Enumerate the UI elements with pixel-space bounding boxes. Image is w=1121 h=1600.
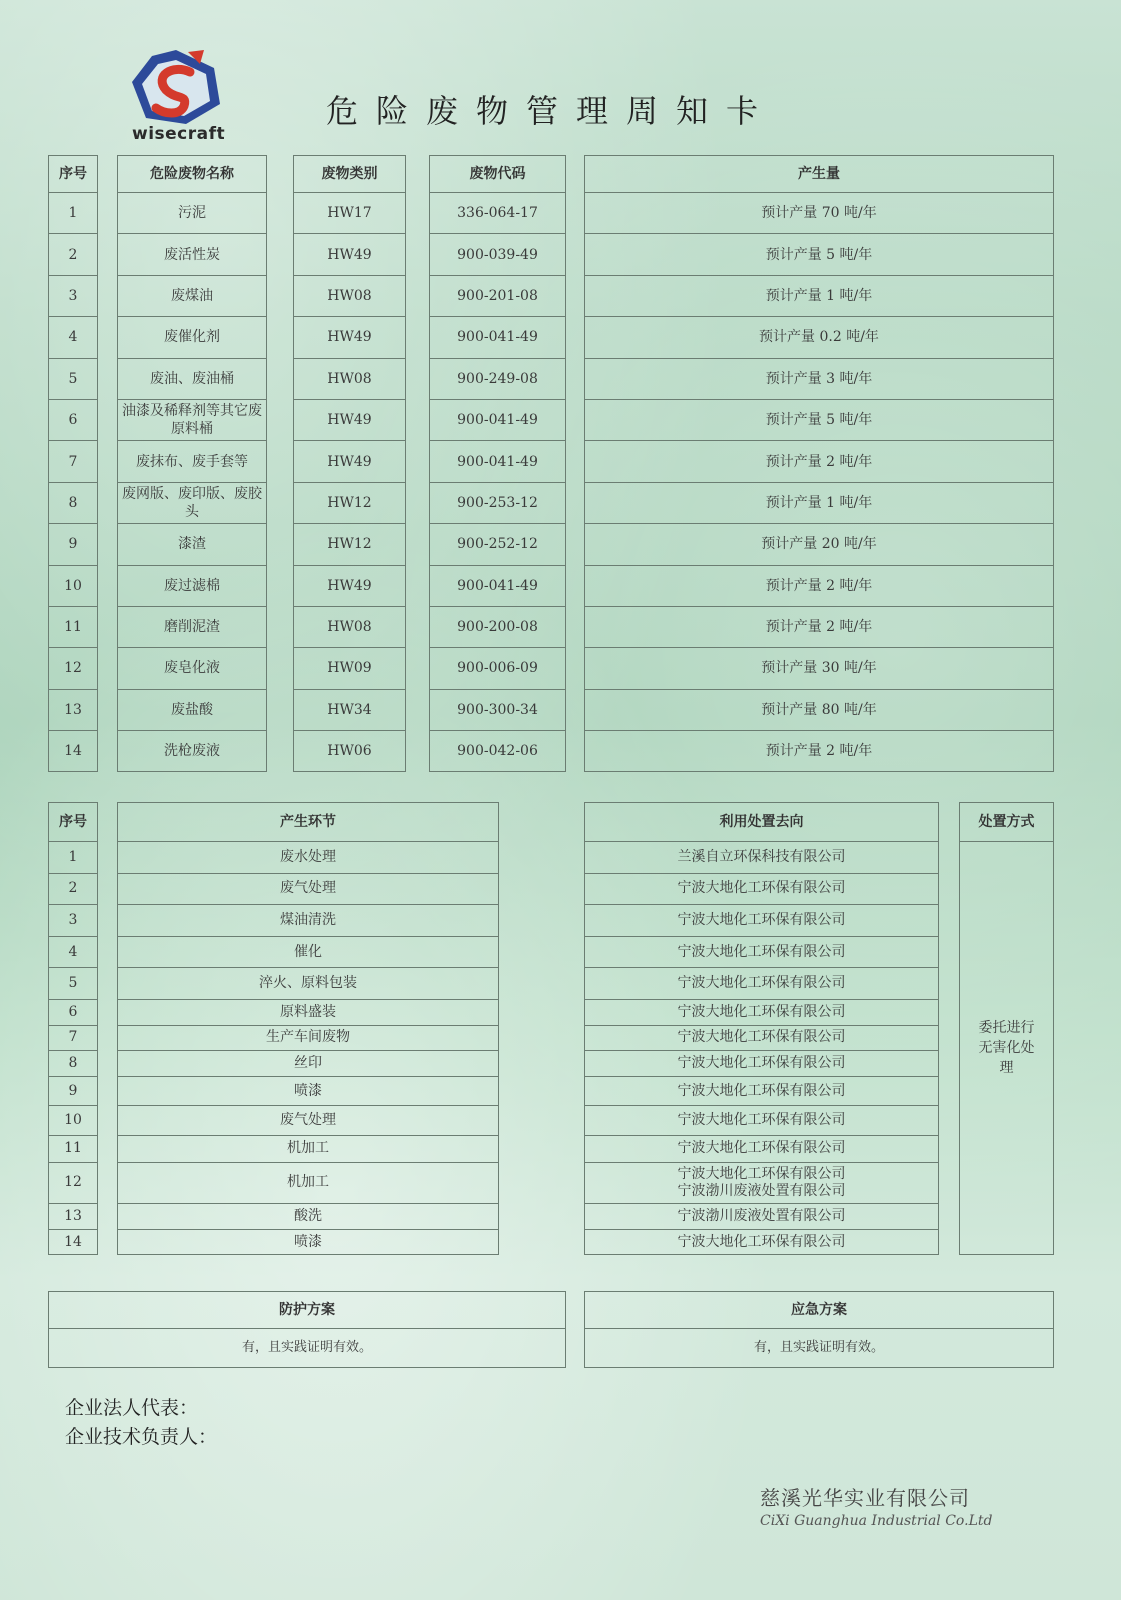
table-cell-name: 废活性炭 <box>117 234 267 275</box>
table-cell-name: 废油、废油桶 <box>117 359 267 400</box>
table2-cell-no: 3 <box>48 905 98 937</box>
table-cell-no: 5 <box>48 359 98 400</box>
table2-cell-stage: 废水处理 <box>117 842 499 874</box>
table-cell-amount: 预计产量 70 吨/年 <box>584 193 1054 234</box>
table-header-category: 废物类别 <box>293 155 406 193</box>
table-header-no: 序号 <box>48 155 98 193</box>
table-cell-code: 900-200-08 <box>429 607 566 648</box>
table-cell-code: 900-041-49 <box>429 566 566 607</box>
table-cell-code: 900-249-08 <box>429 359 566 400</box>
table-cell-code: 900-201-08 <box>429 276 566 317</box>
table2-cell-stage: 原料盛装 <box>117 1000 499 1026</box>
table-cell-amount: 预计产量 80 吨/年 <box>584 690 1054 731</box>
table2-cell-destination: 宁波大地化工环保有限公司 <box>584 968 939 1000</box>
table2-cell-destination: 宁波大地化工环保有限公司 <box>584 1106 939 1136</box>
table-cell-no: 3 <box>48 276 98 317</box>
col2-stage <box>117 802 499 1255</box>
table-cell-amount: 预计产量 30 吨/年 <box>584 648 1054 689</box>
col2-no <box>48 802 98 1255</box>
table-cell-category: HW49 <box>293 566 406 607</box>
table2-cell-destination: 宁波大地化工环保有限公司 <box>584 905 939 937</box>
table-cell-no: 11 <box>48 607 98 648</box>
table2-cell-no: 13 <box>48 1204 98 1230</box>
table-cell-code: 900-042-06 <box>429 731 566 772</box>
protection-plan-value: 有，且实践证明有效。 <box>48 1329 566 1368</box>
table2-cell-destination: 兰溪自立环保科技有限公司 <box>584 842 939 874</box>
table2-cell-destination: 宁波大地化工环保有限公司 <box>584 874 939 906</box>
table-cell-no: 4 <box>48 317 98 358</box>
table2-cell-stage: 淬火、原料包装 <box>117 968 499 1000</box>
table-cell-name: 废催化剂 <box>117 317 267 358</box>
logo-brand-text: wisecraft <box>132 124 226 144</box>
table-cell-code: 900-006-09 <box>429 648 566 689</box>
logo-mark-icon <box>126 46 226 126</box>
table2-cell-stage: 机加工 <box>117 1136 499 1163</box>
table2-cell-destination: 宁波大地化工环保有限公司 <box>584 1136 939 1163</box>
table2-cell-no: 4 <box>48 937 98 969</box>
table-cell-no: 6 <box>48 400 98 441</box>
table-cell-name: 废抹布、废手套等 <box>117 441 267 482</box>
table-cell-code: 900-041-49 <box>429 441 566 482</box>
table-cell-category: HW49 <box>293 317 406 358</box>
table-cell-code: 900-039-49 <box>429 234 566 275</box>
table-cell-name: 废盐酸 <box>117 690 267 731</box>
table2-cell-no: 6 <box>48 1000 98 1026</box>
col-no <box>48 155 98 772</box>
table2-cell-stage: 酸洗 <box>117 1204 499 1230</box>
table2-cell-no: 2 <box>48 874 98 906</box>
company-name-cn: 慈溪光华实业有限公司 <box>760 1486 970 1510</box>
table-cell-amount: 预计产量 3 吨/年 <box>584 359 1054 400</box>
table-header-code: 废物代码 <box>429 155 566 193</box>
table-cell-name: 洗枪废液 <box>117 731 267 772</box>
table2-cell-stage: 废气处理 <box>117 1106 499 1136</box>
emergency-plan-header: 应急方案 <box>584 1291 1054 1329</box>
protection-plan-header: 防护方案 <box>48 1291 566 1329</box>
page <box>8 8 1112 1592</box>
table-cell-no: 12 <box>48 648 98 689</box>
table-cell-category: HW12 <box>293 524 406 565</box>
table-cell-code: 900-253-12 <box>429 483 566 524</box>
col-waste-name <box>117 155 267 772</box>
table-cell-name: 废过滤棉 <box>117 566 267 607</box>
table-cell-category: HW12 <box>293 483 406 524</box>
table-cell-code: 900-300-34 <box>429 690 566 731</box>
company-name-en: CiXi Guanghua Industrial Co.Ltd <box>760 1513 993 1529</box>
table-cell-name: 废煤油 <box>117 276 267 317</box>
table2-cell-stage: 喷漆 <box>117 1077 499 1107</box>
table2-cell-stage: 煤油清洗 <box>117 905 499 937</box>
table-cell-no: 14 <box>48 731 98 772</box>
table2-cell-destination: 宁波大地化工环保有限公司 <box>584 1051 939 1077</box>
table-cell-category: HW49 <box>293 441 406 482</box>
technical-lead-label: 企业技术负责人： <box>65 1426 218 1448</box>
table2-cell-stage: 催化 <box>117 937 499 969</box>
table2-cell-no: 5 <box>48 968 98 1000</box>
table2-cell-destination: 宁波大地化工环保有限公司 <box>584 937 939 969</box>
table-cell-no: 8 <box>48 483 98 524</box>
table2-cell-no: 11 <box>48 1136 98 1163</box>
table-cell-amount: 预计产量 1 吨/年 <box>584 276 1054 317</box>
table-cell-no: 9 <box>48 524 98 565</box>
table-cell-no: 2 <box>48 234 98 275</box>
page-title: 危险废物管理周知卡 <box>326 92 777 130</box>
table-header-name: 危险废物名称 <box>117 155 267 193</box>
table2-cell-no: 1 <box>48 842 98 874</box>
table2-cell-no: 14 <box>48 1230 98 1256</box>
table-cell-code: 336-064-17 <box>429 193 566 234</box>
table-cell-name: 油漆及稀释剂等其它废原料桶 <box>117 400 267 441</box>
table-cell-name: 漆渣 <box>117 524 267 565</box>
table2-header-destination: 利用处置去向 <box>584 802 939 842</box>
table-cell-amount: 预计产量 2 吨/年 <box>584 566 1054 607</box>
col-amount <box>584 155 1054 772</box>
table-cell-category: HW17 <box>293 193 406 234</box>
legal-representative-label: 企业法人代表： <box>65 1397 199 1419</box>
col2-method <box>959 802 1054 1255</box>
table-cell-name: 磨削泥渣 <box>117 607 267 648</box>
table-cell-amount: 预计产量 0.2 吨/年 <box>584 317 1054 358</box>
table-cell-amount: 预计产量 20 吨/年 <box>584 524 1054 565</box>
table-cell-name: 废皂化液 <box>117 648 267 689</box>
table2-cell-stage: 废气处理 <box>117 874 499 906</box>
emergency-plan <box>584 1291 1054 1368</box>
table-cell-category: HW34 <box>293 690 406 731</box>
emergency-plan-value: 有，且实践证明有效。 <box>584 1329 1054 1368</box>
disposal-method-value: 委托进行无害化处理 <box>959 842 1054 1255</box>
table-cell-no: 13 <box>48 690 98 731</box>
table2-cell-stage: 机加工 <box>117 1163 499 1205</box>
table2-cell-destination: 宁波大地化工环保有限公司 <box>584 1230 939 1256</box>
table2-header-stage: 产生环节 <box>117 802 499 842</box>
table-cell-category: HW08 <box>293 276 406 317</box>
protection-plan <box>48 1291 566 1368</box>
table-cell-code: 900-041-49 <box>429 400 566 441</box>
table-header-amount: 产生量 <box>584 155 1054 193</box>
table2-cell-destination: 宁波大地化工环保有限公司 宁波渤川废液处置有限公司 <box>584 1163 939 1205</box>
table-cell-category: HW08 <box>293 607 406 648</box>
table-cell-category: HW08 <box>293 359 406 400</box>
table-cell-no: 7 <box>48 441 98 482</box>
table2-header-method: 处置方式 <box>959 802 1054 842</box>
table-cell-category: HW49 <box>293 234 406 275</box>
table2-cell-destination: 宁波大地化工环保有限公司 <box>584 1000 939 1026</box>
table-cell-amount: 预计产量 1 吨/年 <box>584 483 1054 524</box>
table2-cell-no: 9 <box>48 1077 98 1107</box>
table-cell-amount: 预计产量 2 吨/年 <box>584 607 1054 648</box>
table-cell-category: HW06 <box>293 731 406 772</box>
company-logo <box>126 46 236 146</box>
table-cell-no: 10 <box>48 566 98 607</box>
table-cell-code: 900-252-12 <box>429 524 566 565</box>
col-code <box>429 155 566 772</box>
table-cell-name: 污泥 <box>117 193 267 234</box>
table2-cell-stage: 喷漆 <box>117 1230 499 1256</box>
table2-cell-stage: 生产车间废物 <box>117 1026 499 1052</box>
table-cell-amount: 预计产量 2 吨/年 <box>584 441 1054 482</box>
table-cell-category: HW49 <box>293 400 406 441</box>
table-cell-category: HW09 <box>293 648 406 689</box>
table2-cell-no: 7 <box>48 1026 98 1052</box>
table-cell-amount: 预计产量 5 吨/年 <box>584 400 1054 441</box>
table2-cell-stage: 丝印 <box>117 1051 499 1077</box>
table-cell-amount: 预计产量 5 吨/年 <box>584 234 1054 275</box>
table2-cell-destination: 宁波大地化工环保有限公司 <box>584 1077 939 1107</box>
col2-destination <box>584 802 939 1255</box>
table-cell-code: 900-041-49 <box>429 317 566 358</box>
table-cell-amount: 预计产量 2 吨/年 <box>584 731 1054 772</box>
table2-cell-no: 8 <box>48 1051 98 1077</box>
table2-cell-no: 12 <box>48 1163 98 1205</box>
table2-cell-destination: 宁波渤川废液处置有限公司 <box>584 1204 939 1230</box>
table2-cell-destination: 宁波大地化工环保有限公司 <box>584 1026 939 1052</box>
col-category <box>293 155 406 772</box>
table2-cell-no: 10 <box>48 1106 98 1136</box>
table-cell-no: 1 <box>48 193 98 234</box>
table-cell-name: 废网版、废印版、废胶头 <box>117 483 267 524</box>
table2-header-no: 序号 <box>48 802 98 842</box>
